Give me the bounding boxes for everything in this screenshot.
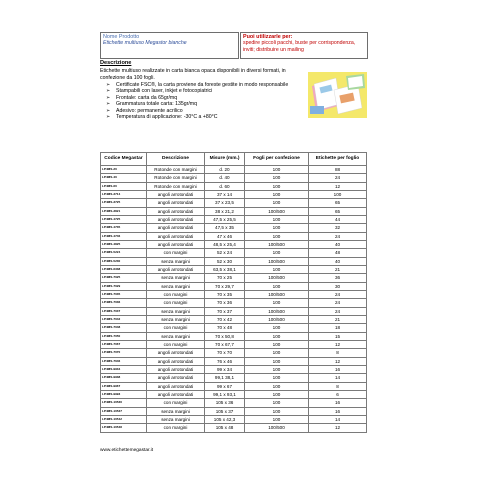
cell-description: Rotonde con margini xyxy=(147,182,205,190)
cell-code: LP4MS-7035 xyxy=(101,290,147,298)
cell-code: LP4MS-3725 xyxy=(101,199,147,207)
arrow-bullet-icon: ➢ xyxy=(106,114,111,121)
table-row xyxy=(101,424,367,432)
cell-sheets: 100/500 xyxy=(245,290,309,298)
cell-code: LP4MS-40 xyxy=(101,174,147,182)
cell-labels: 12 xyxy=(309,424,367,432)
table-body xyxy=(101,166,367,433)
cell-description: angoli arrotondati xyxy=(147,374,205,382)
col-header-code: Codice Megastar xyxy=(101,153,147,166)
cell-sheets: 100 xyxy=(245,166,309,174)
cell-sheets: 100 xyxy=(245,332,309,340)
table-row xyxy=(101,349,367,357)
usage-text-line-1: spedire piccoli pacchi, buste per corrispondenza, xyxy=(243,40,356,47)
cell-size: 70 x 42 xyxy=(205,315,245,323)
cell-sheets: 100 xyxy=(245,365,309,373)
cell-labels: 24 xyxy=(309,174,367,182)
feature-item: ➢ Stampabili con laser, inkjet e fotocopiatrici xyxy=(106,88,213,95)
cell-description: angoli arrotondati xyxy=(147,199,205,207)
cell-code: LP4MS-7025 xyxy=(101,274,147,282)
cell-description: Rotonde con margini xyxy=(147,174,205,182)
cell-size: 48,5 x 25,4 xyxy=(205,240,245,248)
cell-labels: 24 xyxy=(309,299,367,307)
cell-sheets: 100 xyxy=(245,282,309,290)
cell-sheets: 100 xyxy=(245,349,309,357)
col-header-description: Descrizione xyxy=(147,153,205,166)
cell-labels: 12 xyxy=(309,182,367,190)
cell-code: LP4MS-7036 xyxy=(101,299,147,307)
table-row xyxy=(101,166,367,174)
table-row xyxy=(101,407,367,415)
table-header-row xyxy=(101,153,367,166)
cell-size: 105 x 42,3 xyxy=(205,415,245,423)
cell-size: 70 x 29,7 xyxy=(205,282,245,290)
cell-sheets: 100/500 xyxy=(245,240,309,248)
cell-code: LP4MS-10537 xyxy=(101,407,147,415)
cell-description: con margini xyxy=(147,399,205,407)
cell-code: LP4MS-9934 xyxy=(101,365,147,373)
cell-description: angoli arrotondati xyxy=(147,365,205,373)
table-row xyxy=(101,390,367,398)
cell-labels: 100 xyxy=(309,190,367,198)
cell-labels: 30 xyxy=(309,282,367,290)
cell-code: LP4MS-7646 xyxy=(101,357,147,365)
arrow-bullet-icon: ➢ xyxy=(106,88,111,95)
cell-code: LP4MS-4746 xyxy=(101,232,147,240)
cell-size: 38 x 21,2 xyxy=(205,207,245,215)
cell-code: LP4MS-5230 xyxy=(101,257,147,265)
table-row xyxy=(101,332,367,340)
cell-code: LP4MS-7070 xyxy=(101,349,147,357)
cell-labels: 32 xyxy=(309,224,367,232)
cell-labels: 12 xyxy=(309,340,367,348)
table-row xyxy=(101,307,367,315)
cell-description: con margini xyxy=(147,249,205,257)
table-row xyxy=(101,374,367,382)
table-row xyxy=(101,399,367,407)
cell-code: LP4MS-10542 xyxy=(101,415,147,423)
table-row xyxy=(101,282,367,290)
label-sheets-photo xyxy=(308,72,367,118)
cell-size: 99,1 38,1 xyxy=(205,374,245,382)
usage-text-line-2: inviti; distribuire un mailing xyxy=(243,46,304,53)
cell-size: 47,5 x 25,5 xyxy=(205,215,245,223)
table-row xyxy=(101,240,367,248)
website-url: www.etichettemegastar.it xyxy=(100,448,154,453)
cell-size: 105 x 37 xyxy=(205,407,245,415)
usage-box xyxy=(240,32,368,59)
cell-size: 52 x 30 xyxy=(205,257,245,265)
cell-labels: 16 xyxy=(309,365,367,373)
cell-description: con margini xyxy=(147,424,205,432)
cell-sheets: 100 xyxy=(245,324,309,332)
cell-size: 99 x 67 xyxy=(205,382,245,390)
cell-labels: 36 xyxy=(309,274,367,282)
cell-sheets: 100 xyxy=(245,415,309,423)
cell-sheets: 100/500 xyxy=(245,315,309,323)
cell-size: 70 x 35 xyxy=(205,290,245,298)
cell-description: angoli arrotondati xyxy=(147,382,205,390)
cell-labels: 44 xyxy=(309,215,367,223)
cell-labels: 12 xyxy=(309,357,367,365)
cell-description: senza margini xyxy=(147,407,205,415)
cell-description: angoli arrotondati xyxy=(147,190,205,198)
cell-size: 70 x 67,7 xyxy=(205,340,245,348)
cell-code: LP4MS-4735 xyxy=(101,224,147,232)
cell-sheets: 100/500 xyxy=(245,274,309,282)
feature-item: ➢ Grammatura totale carta: 135gr/mq xyxy=(106,101,198,108)
cell-size: 37 x 14 xyxy=(205,190,245,198)
cell-description: senza margini xyxy=(147,282,205,290)
usage-label: Puoi utilizzarle per: xyxy=(243,34,293,40)
cell-description: angoli arrotondati xyxy=(147,215,205,223)
cell-size: 70 x 25 xyxy=(205,274,245,282)
cell-labels: 14 xyxy=(309,374,367,382)
cell-sheets: 100 xyxy=(245,390,309,398)
cell-size: d. 40 xyxy=(205,174,245,182)
cell-labels: 24 xyxy=(309,290,367,298)
product-name-value: Etichette multiuso Megastor bianche xyxy=(103,40,187,47)
cell-sheets: 100 xyxy=(245,299,309,307)
table-row xyxy=(101,215,367,223)
cell-code: LP4MS-7067 xyxy=(101,340,147,348)
cell-sheets: 100 xyxy=(245,215,309,223)
cell-sheets: 100/500 xyxy=(245,424,309,432)
cell-size: d. 60 xyxy=(205,182,245,190)
table-row xyxy=(101,382,367,390)
table-row xyxy=(101,190,367,198)
cell-description: Rotonde con margini xyxy=(147,166,205,174)
feature-item: ➢ Temperatura di applicazione: -30°C a +80°C xyxy=(106,114,218,121)
feature-item: ➢ Certificate FSC®, la carta proviene da foreste gestite in modo responsabile xyxy=(106,82,289,88)
table-row xyxy=(101,415,367,423)
cell-sheets: 100 xyxy=(245,374,309,382)
feature-list xyxy=(106,82,306,120)
cell-code: LP4MS-10548 xyxy=(101,424,147,432)
table-row xyxy=(101,257,367,265)
cell-size: 47,5 x 35 xyxy=(205,224,245,232)
cell-labels: 65 xyxy=(309,199,367,207)
cell-sheets: 100 xyxy=(245,357,309,365)
cell-size: 70 x 48 xyxy=(205,324,245,332)
cell-description: senza margini xyxy=(147,307,205,315)
cell-description: senza margini xyxy=(147,257,205,265)
cell-description: angoli arrotondati xyxy=(147,357,205,365)
table-row xyxy=(101,324,367,332)
table-row xyxy=(101,174,367,182)
table-row xyxy=(101,232,367,240)
product-name-box xyxy=(100,32,239,59)
cell-code: LP4MS-4725 xyxy=(101,215,147,223)
table-row xyxy=(101,199,367,207)
label-sheets-illustration xyxy=(308,72,367,118)
cell-description: senza margini xyxy=(147,315,205,323)
feature-item: ➢ Frontale: carta da 65gr/mq xyxy=(106,94,178,101)
cell-labels: 24 xyxy=(309,232,367,240)
cell-size: 105 x 36 xyxy=(205,399,245,407)
cell-size: d. 20 xyxy=(205,166,245,174)
table-row xyxy=(101,315,367,323)
table-row xyxy=(101,249,367,257)
cell-code: LP4MS-6338 xyxy=(101,265,147,273)
cell-labels: 48 xyxy=(309,249,367,257)
cell-size: 37 x 23,5 xyxy=(205,199,245,207)
cell-description: con margini xyxy=(147,340,205,348)
cell-code: LP4MS-5224 xyxy=(101,249,147,257)
cell-labels: 24 xyxy=(309,307,367,315)
cell-description: angoli arrotondati xyxy=(147,224,205,232)
description-intro: Etichette multiuso realizzate in carta bianca opaca disponibili in diversi formati, in confezione da 100 fogli. xyxy=(100,68,286,81)
cell-size: 76 x 46 xyxy=(205,357,245,365)
cell-labels: 8 xyxy=(309,349,367,357)
col-header-labels: Etichette per foglio xyxy=(309,153,367,166)
cell-labels: 8 xyxy=(309,382,367,390)
cell-code: LP4MS-7029 xyxy=(101,282,147,290)
cell-description: con margini xyxy=(147,324,205,332)
cell-code: LP4MS-3821 xyxy=(101,207,147,215)
cell-sheets: 100/500 xyxy=(245,307,309,315)
cell-size: 47 x 46 xyxy=(205,232,245,240)
cell-description: senza margini xyxy=(147,274,205,282)
col-header-size: Misure (mm.) xyxy=(205,153,245,166)
cell-description: angoli arrotondati xyxy=(147,232,205,240)
cell-sheets: 100 xyxy=(245,232,309,240)
arrow-bullet-icon: ➢ xyxy=(106,107,111,114)
table-row xyxy=(101,274,367,282)
table-row xyxy=(101,357,367,365)
cell-sheets: 100 xyxy=(245,249,309,257)
cell-size: 99,1 x 93,1 xyxy=(205,390,245,398)
cell-code: LP4MS-10536 xyxy=(101,399,147,407)
cell-description: angoli arrotondati xyxy=(147,349,205,357)
arrow-bullet-icon: ➢ xyxy=(106,82,111,88)
cell-code: LP4MS-20 xyxy=(101,166,147,174)
cell-code: LP4MS-9967 xyxy=(101,382,147,390)
cell-size: 52 x 24 xyxy=(205,249,245,257)
cell-labels: 40 xyxy=(309,257,367,265)
table-row xyxy=(101,340,367,348)
cell-sheets: 100 xyxy=(245,182,309,190)
cell-sheets: 100 xyxy=(245,399,309,407)
cell-labels: 21 xyxy=(309,315,367,323)
product-name-label: Nome Prodotto xyxy=(103,34,140,40)
cell-description: senza margini xyxy=(147,332,205,340)
cell-size: 70 x 36 xyxy=(205,299,245,307)
cell-code: LP4MS-7048 xyxy=(101,324,147,332)
table-row xyxy=(101,265,367,273)
cell-code: LP4MS-9938 xyxy=(101,374,147,382)
cell-code: LP4MS-7037 xyxy=(101,307,147,315)
cell-description: con margini xyxy=(147,290,205,298)
cell-description: angoli arrotondati xyxy=(147,240,205,248)
cell-labels: 18 xyxy=(309,324,367,332)
cell-labels: 40 xyxy=(309,240,367,248)
arrow-bullet-icon: ➢ xyxy=(106,94,111,101)
cell-code: LP4MS-9993 xyxy=(101,390,147,398)
cell-code: LP4MS-60 xyxy=(101,182,147,190)
table-row xyxy=(101,207,367,215)
table-row xyxy=(101,290,367,298)
cell-description: con margini xyxy=(147,299,205,307)
cell-size: 105 x 48 xyxy=(205,424,245,432)
cell-description: angoli arrotondati xyxy=(147,390,205,398)
cell-description: angoli arrotondati xyxy=(147,265,205,273)
table-row xyxy=(101,299,367,307)
cell-sheets: 100 xyxy=(245,407,309,415)
cell-description: senza margini xyxy=(147,415,205,423)
cell-sheets: 100 xyxy=(245,199,309,207)
cell-size: 63,5 x 38,1 xyxy=(205,265,245,273)
cell-sheets: 100 xyxy=(245,174,309,182)
cell-code: LP4MS-4825 xyxy=(101,240,147,248)
cell-sheets: 100 xyxy=(245,382,309,390)
cell-size: 70 x 70 xyxy=(205,349,245,357)
cell-sheets: 100/500 xyxy=(245,207,309,215)
cell-size: 70 x 50,8 xyxy=(205,332,245,340)
cell-code: LP4MS-3714 xyxy=(101,190,147,198)
cell-code: LP4MS-7050 xyxy=(101,332,147,340)
cell-description: angoli arrotondati xyxy=(147,207,205,215)
arrow-bullet-icon: ➢ xyxy=(106,101,111,108)
table-row xyxy=(101,365,367,373)
cell-code: LP4MS-7042 xyxy=(101,315,147,323)
cell-sheets: 100/500 xyxy=(245,257,309,265)
cell-sheets: 100 xyxy=(245,265,309,273)
cell-sheets: 100 xyxy=(245,224,309,232)
cell-labels: 6 xyxy=(309,390,367,398)
cell-size: 99 x 34 xyxy=(205,365,245,373)
cell-size: 70 x 37 xyxy=(205,307,245,315)
formats-table xyxy=(100,152,367,433)
cell-labels: 21 xyxy=(309,265,367,273)
description-title: Descrizione xyxy=(100,60,132,66)
cell-sheets: 100 xyxy=(245,190,309,198)
table-row xyxy=(101,224,367,232)
cell-sheets: 100 xyxy=(245,340,309,348)
cell-labels: 16 xyxy=(309,407,367,415)
cell-labels: 65 xyxy=(309,207,367,215)
table-row xyxy=(101,182,367,190)
cell-labels: 88 xyxy=(309,166,367,174)
cell-labels: 15 xyxy=(309,332,367,340)
col-header-sheets: Fogli per confezione xyxy=(245,153,309,166)
cell-labels: 16 xyxy=(309,399,367,407)
cell-labels: 14 xyxy=(309,415,367,423)
feature-item: ➢ Adesivo: permanente acrilico xyxy=(106,107,183,114)
